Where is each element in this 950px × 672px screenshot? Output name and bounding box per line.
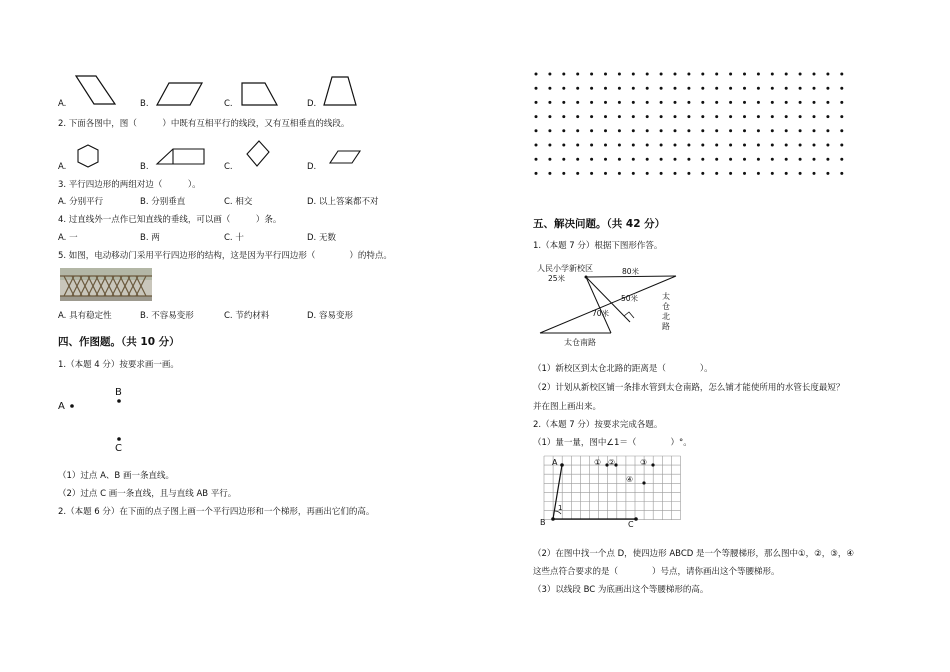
grid-dot [715,73,718,76]
grid-dot [646,101,649,104]
grid-dot [660,144,663,147]
grid-dot [576,144,579,147]
section5-q1: 1.（本题 7 分）根据下图形作答。 [533,241,663,251]
grid-dot [674,87,677,90]
grid-dot [729,129,732,132]
grid-dot [785,172,788,175]
q4-option-c[interactable]: C. 十 [224,233,244,243]
grid-dot [618,172,621,175]
grid-dot [785,73,788,76]
grid-dot [590,101,593,104]
section5-title: 五、解决问题。（共 42 分） [533,218,666,230]
point-c-label: C [115,443,122,454]
grid-dot [826,144,829,147]
grid-dot [576,115,579,118]
grid-dot [826,73,829,76]
grid-dot [590,144,593,147]
q2-option-b[interactable]: B. [140,162,149,172]
grid-dot [701,101,704,104]
section4-q2: 2.（本题 6 分）在下面的点子图上画一个平行四边形和一个梯形，再画出它们的高。 [58,507,375,517]
q1-shape-c [240,80,280,108]
q4-option-b[interactable]: B. 两 [140,233,160,243]
grid-dot [715,172,718,175]
grid-dot [618,158,621,161]
grid-dot [562,144,565,147]
grid-dot [743,129,746,132]
grid-dot [840,115,843,118]
grid-dot [687,115,690,118]
grid-dot [771,73,774,76]
grid-dot [562,87,565,90]
grid-dot [757,129,760,132]
grid-dot [799,129,802,132]
grid-dot [840,172,843,175]
grid-dot [618,73,621,76]
grid-dot [701,115,704,118]
svg-text:北: 北 [662,312,670,321]
q2-parallelogram-shape [328,149,362,165]
grid-dot [548,101,551,104]
grid-dot [799,115,802,118]
q1-shape-d [320,75,360,108]
grid-dot [771,172,774,175]
grid-dot [701,129,704,132]
grid-dot [715,129,718,132]
grid-dot [660,73,663,76]
grid-dot [799,144,802,147]
grid-dot [729,158,732,161]
grid-dot [729,115,732,118]
grid-dot [715,101,718,104]
grid-dot [701,172,704,175]
grid-dot [535,73,538,76]
grid-dot [771,87,774,90]
grid-dot [729,144,732,147]
grid-dot [799,73,802,76]
q3-option-d[interactable]: D. 以上答案都不对 [307,197,379,207]
grid-dot [590,115,593,118]
point-a-label: A [58,401,65,412]
grid-dot [701,73,704,76]
grid-dot [604,144,607,147]
q3-text: 3. 平行四边形的两组对边（ ）。 [58,180,201,190]
grid-dot [660,158,663,161]
grid-dot [743,158,746,161]
grid-dot [771,144,774,147]
grid-dot [618,129,621,132]
grid-dot [604,73,607,76]
grid-dot [618,144,621,147]
grid-point-4: ④ [626,475,634,484]
grid-dot [590,158,593,161]
grid-dot [813,144,816,147]
grid-dot [785,115,788,118]
grid-dot [757,144,760,147]
grid-dot [646,144,649,147]
grid-dot [590,172,593,175]
grid-dot [743,101,746,104]
q2-sub3: （3）以线段 BC 为底画出这个等腰梯形的高。 [533,585,709,595]
grid-point-3: ③ [640,458,648,467]
section4-title: 四、作图题。（共 10 分） [58,336,180,348]
svg-text:路: 路 [662,322,670,331]
q4-option-a[interactable]: A. 一 [58,233,78,243]
grid-dot [660,172,663,175]
grid-dot [729,73,732,76]
grid-dot [743,87,746,90]
grid-dot [813,73,816,76]
q1-option-c[interactable]: C. [224,99,233,109]
grid-dot [535,172,538,175]
q3-option-c[interactable]: C. 相交 [224,197,253,207]
grid-dot [729,172,732,175]
grid-dot [548,144,551,147]
grid-dot [826,129,829,132]
grid-dot [715,144,718,147]
q1-shape-a [72,74,118,108]
grid-dot [771,158,774,161]
point-c-dot [117,437,121,441]
grid-dot [674,129,677,132]
grid-dot [785,158,788,161]
q5-option-b[interactable]: B. 不容易变形 [140,311,194,321]
grid-dot [826,87,829,90]
grid-dot [562,101,565,104]
grid-dot [618,101,621,104]
grid-dot [785,144,788,147]
grid-dot [840,87,843,90]
grid-dot [785,101,788,104]
q5-text: 5. 如图，电动移动门采用平行四边形的结构，这是因为平行四边形（ ）的特点。 [58,251,392,261]
grid-dot [562,172,565,175]
grid-dot [840,144,843,147]
grid-dot [687,144,690,147]
q2-hexagon-shape [76,143,100,169]
grid-dot [687,158,690,161]
point-a-dot [70,404,74,408]
grid-dot [548,73,551,76]
grid-dot [771,115,774,118]
grid-dot [660,129,663,132]
grid-dot [646,129,649,132]
gate-photo [60,268,152,301]
q2-option-a[interactable]: A. [58,162,67,172]
q1-sub1: （1）新校区到太仓北路的距离是（ ）。 [533,364,713,374]
section4-sub2: （2）过点 C 画一条直线，且与直线 AB 平行。 [58,489,237,499]
q3-option-b[interactable]: B. 分别垂直 [140,197,186,207]
q2-rhombus-shape [245,139,271,169]
q1-sub2: （2）计划从新校区铺一条排水管到太仓南路，怎么铺才能使所用的水管长度最短？ [533,383,845,393]
grid-dot [618,115,621,118]
road-map-figure [533,256,693,356]
square-grid-figure [538,453,683,528]
map-taicang-north-label [662,291,670,331]
q1-option-d[interactable]: D. [307,99,317,109]
section4-sub1: （1）过点 A、B 画一条直线。 [58,471,174,481]
grid-label-a: A [552,458,558,467]
grid-dot [590,73,593,76]
grid-dot [646,115,649,118]
grid-label-b: B [540,518,546,527]
grid-dot [632,144,635,147]
grid-dot [826,101,829,104]
q1-sub2b: 并在图上画出来。 [533,402,602,412]
grid-dot [757,158,760,161]
q2-sub2: （2）在图中找一个点 D，使四边形 ABCD 是一个等腰梯形，那么图中①，②，③，④ [533,549,855,559]
q2-sub1: （1）量一量，图中∠1＝（ ）°。 [533,438,692,448]
grid-dot [646,158,649,161]
grid-dot [743,73,746,76]
grid-label-c: C [628,520,634,529]
grid-dot [604,87,607,90]
q4-option-d[interactable]: D. 无数 [307,233,336,243]
grid-dot [701,158,704,161]
grid-dot [813,172,816,175]
grid-dot [799,87,802,90]
grid-dot [674,101,677,104]
grid-dot [799,101,802,104]
grid-dot [840,158,843,161]
map-taicang-south-label: 太仓南路 [564,338,596,347]
grid-dot [548,87,551,90]
q2-text: 2. 下面各图中，图（ ）中既有互相平行的线段，又有互相垂直的线段。 [58,119,350,129]
grid-dot [535,87,538,90]
svg-text:太: 太 [662,292,670,301]
grid-dot [757,172,760,175]
map-25m-label: 25米 [548,274,566,283]
grid-dot [813,101,816,104]
grid-dot [743,172,746,175]
grid-dot [757,87,760,90]
grid-dot [687,101,690,104]
q1-option-b[interactable]: B. [140,99,149,109]
map-50m-label: 50米 [621,294,639,303]
grid-dot [576,87,579,90]
grid-dot [535,101,538,104]
grid-dot [548,172,551,175]
grid-dot [535,115,538,118]
grid-dot [826,158,829,161]
grid-dot [785,129,788,132]
grid-dot [799,158,802,161]
grid-dot [618,87,621,90]
points-figure [58,380,138,455]
grid-dot [757,115,760,118]
q4-text: 4. 过直线外一点作已知直线的垂线，可以画（ ）条。 [58,215,282,225]
grid-dot [576,73,579,76]
section5-q2: 2.（本题 7 分）按要求完成各题。 [533,420,663,430]
grid-dot [660,115,663,118]
grid-dot [840,101,843,104]
grid-dot [687,87,690,90]
grid-dot [576,101,579,104]
point-b-dot [117,399,121,403]
q3-option-a[interactable]: A. 分别平行 [58,197,104,207]
grid-dot [632,158,635,161]
grid-dot [729,87,732,90]
grid-dot [590,87,593,90]
grid-dot [826,172,829,175]
grid-dot [562,129,565,132]
dot-grid[interactable] [530,68,850,178]
grid-dot [715,87,718,90]
grid-dot [785,87,788,90]
grid-point-1: ① [594,458,602,467]
grid-dot [632,129,635,132]
grid-dot [674,73,677,76]
grid-dot [771,129,774,132]
grid-dot [535,129,538,132]
grid-dot [632,172,635,175]
q2-sub2b: 这些点符合要求的是（ ）号点，请你画出这个等腰梯形。 [533,567,780,577]
grid-dot [576,172,579,175]
q2-trapezoid-shape [155,147,207,167]
grid-dot [604,158,607,161]
grid-dot [604,115,607,118]
grid-dot [757,101,760,104]
grid-dot [715,158,718,161]
grid-dot [548,158,551,161]
q1-shape-b [155,80,205,108]
q5-option-a[interactable]: A. 具有稳定性 [58,311,112,321]
grid-dot [687,172,690,175]
grid-dot [674,144,677,147]
q2-option-d[interactable]: D. [307,162,317,172]
grid-dot [562,73,565,76]
grid-angle-label: 1 [558,504,563,512]
grid-dot [646,172,649,175]
map-school-label: 人民小学新校区 [537,264,593,273]
grid-dot [632,115,635,118]
grid-dot [771,101,774,104]
grid-dot [799,172,802,175]
grid-dot [840,73,843,76]
q5-option-c[interactable]: C. 节约材料 [224,311,270,321]
grid-dot [813,115,816,118]
grid-dot [813,129,816,132]
grid-dot [646,73,649,76]
grid-dot [535,144,538,147]
point-b-label: B [115,387,122,398]
grid-dot [674,158,677,161]
grid-dot [548,129,551,132]
grid-dot [646,87,649,90]
grid-dot [604,101,607,104]
grid-dot [743,115,746,118]
grid-dot [576,158,579,161]
grid-dot [562,115,565,118]
grid-dot [548,115,551,118]
grid-dot [535,158,538,161]
grid-dot [590,129,593,132]
grid-dot [687,129,690,132]
grid-dot [674,115,677,118]
grid-dot [632,87,635,90]
grid-dot [757,73,760,76]
grid-dot [632,101,635,104]
grid-dot [701,87,704,90]
grid-dot [576,129,579,132]
grid-dot [826,115,829,118]
map-70m-label: 70米 [592,309,610,318]
grid-dot [632,73,635,76]
grid-dot [840,129,843,132]
q5-option-d[interactable]: D. 容易变形 [307,311,353,321]
grid-dot [743,144,746,147]
grid-dot [660,101,663,104]
grid-dot [660,87,663,90]
svg-text:仓: 仓 [662,302,670,311]
grid-point-2: ② [608,458,616,467]
map-80m-label: 80米 [622,267,640,276]
grid-dot [813,87,816,90]
grid-dot [674,172,677,175]
grid-dot [715,115,718,118]
grid-dot [604,172,607,175]
section4-q1: 1.（本题 4 分）按要求画一画。 [58,360,179,370]
grid-dot [701,144,704,147]
q2-option-c[interactable]: C. [224,162,233,172]
grid-dot [687,73,690,76]
grid-dot [562,158,565,161]
grid-dot [604,129,607,132]
grid-dot [729,101,732,104]
grid-dot [813,158,816,161]
q1-option-a[interactable]: A. [58,99,67,109]
